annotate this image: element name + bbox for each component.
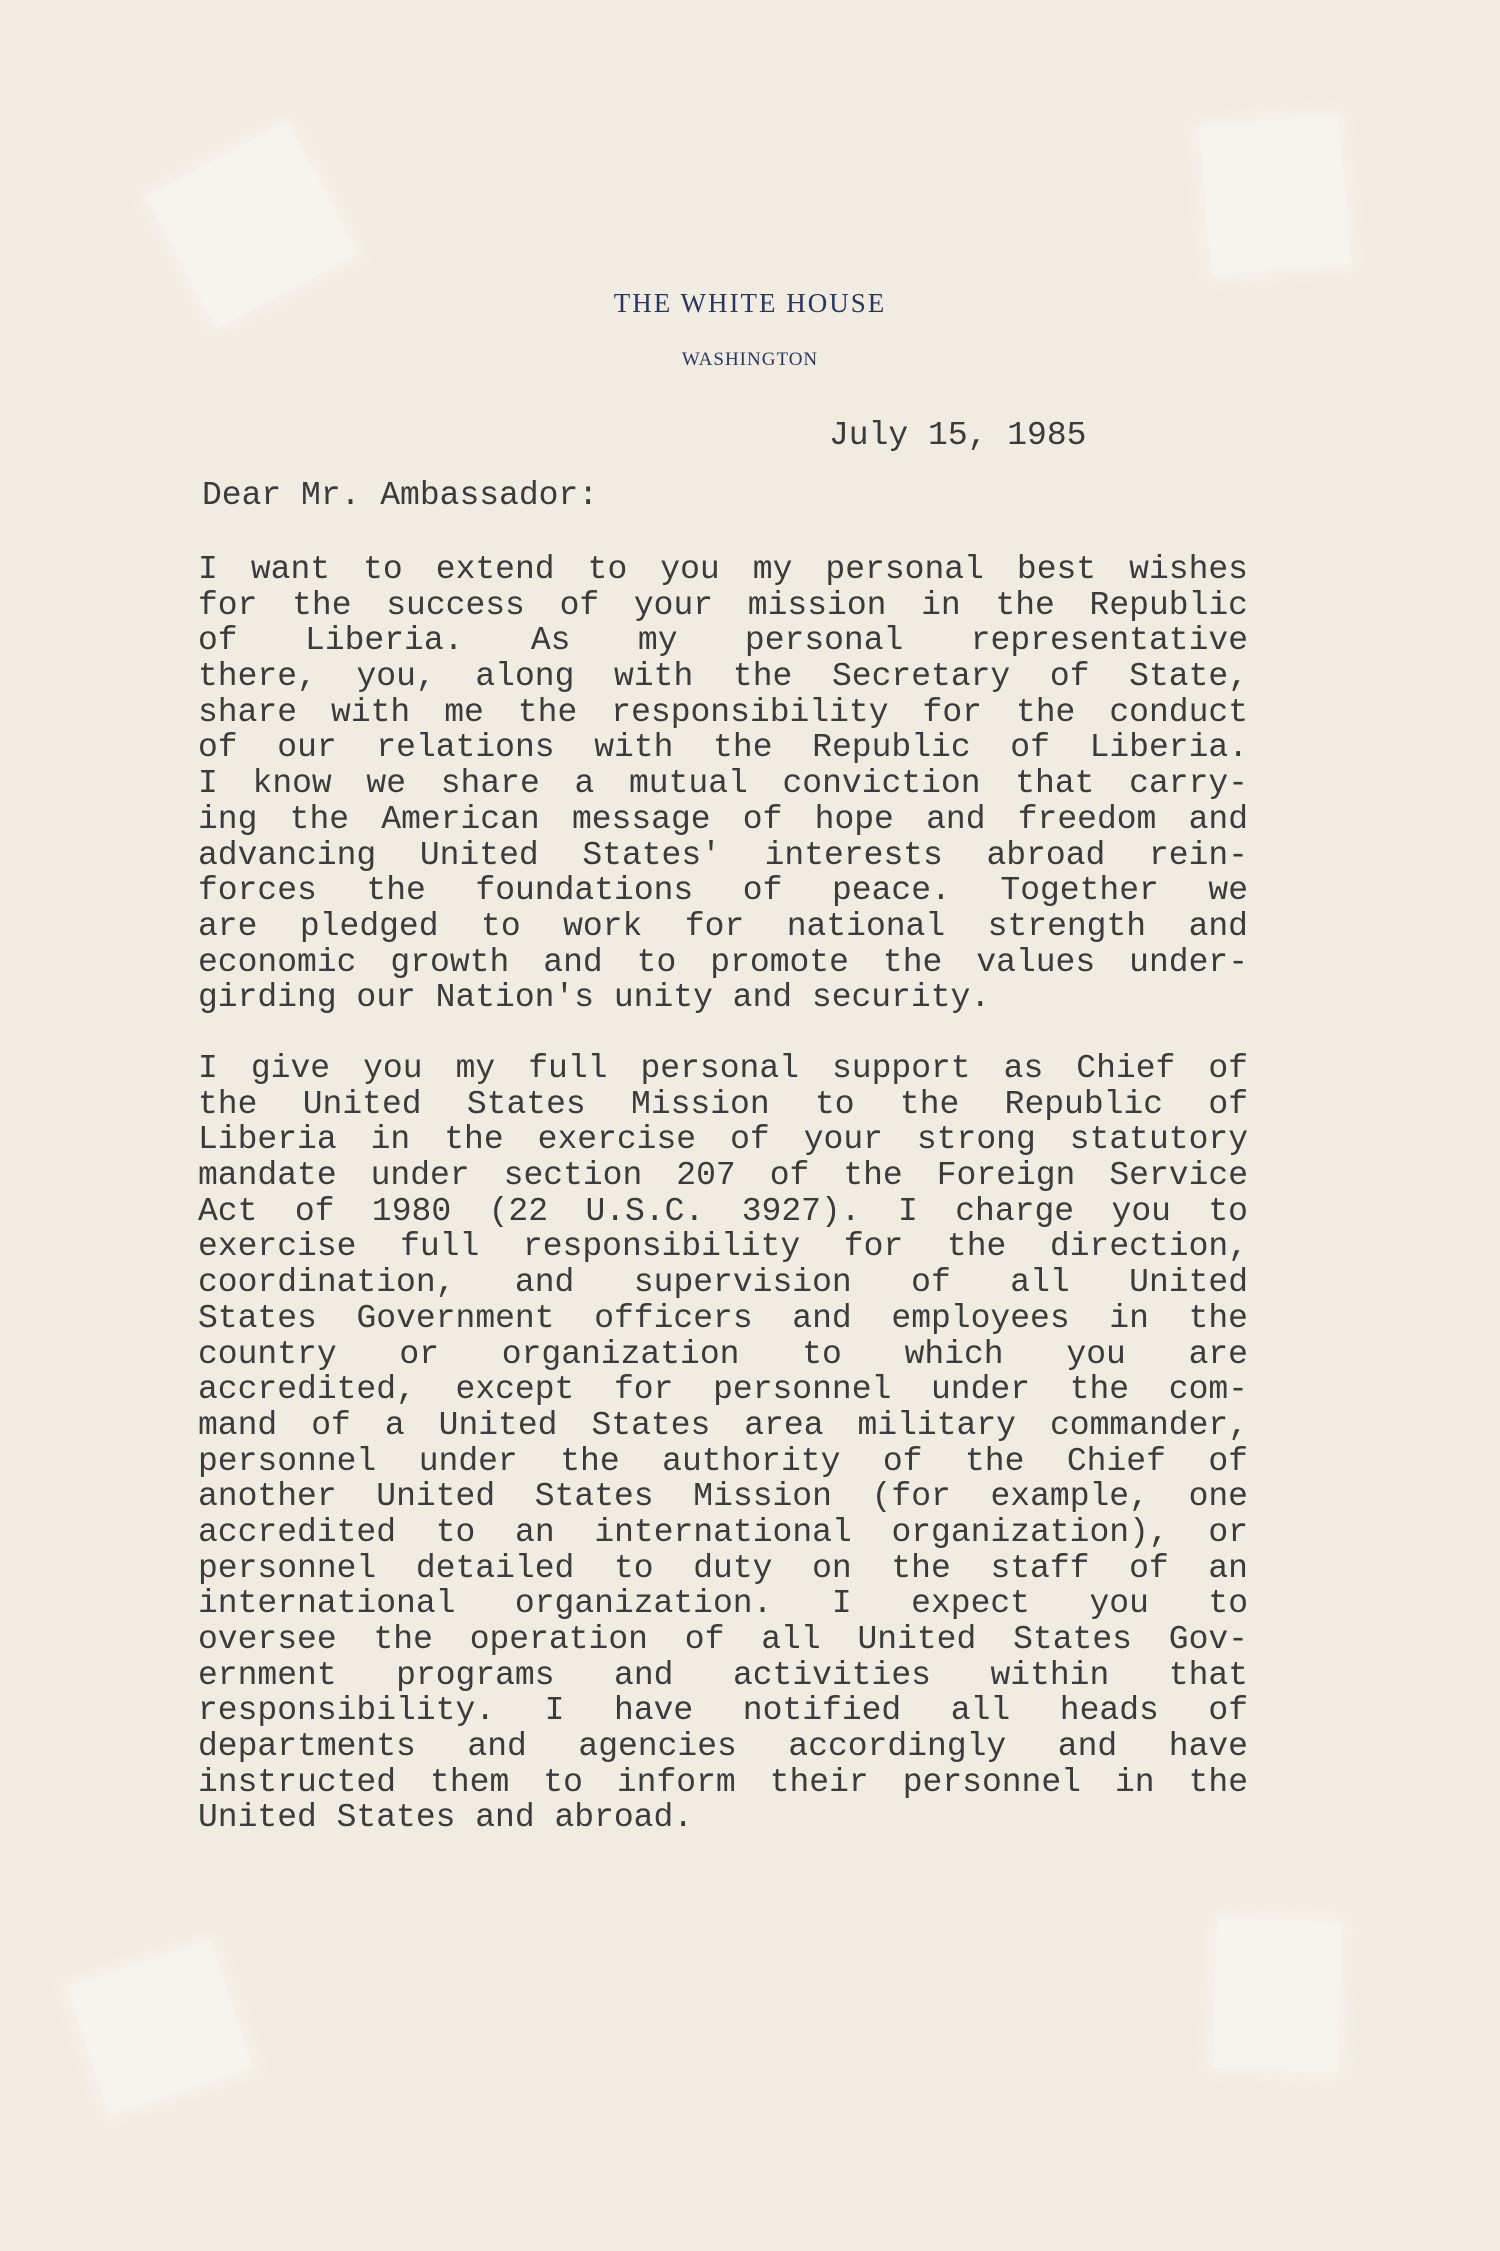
- body-paragraph: [198, 1051, 1248, 1836]
- text-line: are pledged to work for national strength and: [198, 907, 1248, 945]
- text-line: personnel under the authority of the Chief of: [198, 1442, 1248, 1480]
- salutation: Dear Mr. Ambassador:: [202, 477, 599, 514]
- text-line: Liberia in the exercise of your strong statutory: [198, 1121, 1248, 1159]
- text-line: accredited to an international organization), or: [198, 1513, 1248, 1551]
- text-line: personnel detailed to duty on the staff of an: [198, 1549, 1248, 1587]
- letterhead-location: WASHINGTON: [681, 349, 819, 370]
- text-line: I give you my full personal support as Chief of: [198, 1050, 1248, 1087]
- text-line: oversee the operation of all United States Gov-: [198, 1621, 1248, 1658]
- text-line: ernment programs and activities within that: [198, 1656, 1248, 1694]
- text-line: of our relations with the Republic of Liberia.: [198, 729, 1248, 767]
- mounting-mark: [1199, 114, 1352, 276]
- text-line: exercise full responsibility for the direction,: [198, 1228, 1248, 1266]
- letterhead-title: THE WHITE HOUSE: [613, 288, 887, 318]
- text-line: girding our Nation's unity and security.: [198, 979, 991, 1017]
- text-line: for the success of your mission in the Republic: [198, 586, 1248, 624]
- text-line: share with me the responsibility for the conduct: [198, 693, 1248, 731]
- text-line: economic growth and to promote the values under-: [198, 943, 1248, 981]
- text-line: responsibility. I have notified all heads of: [198, 1692, 1248, 1730]
- letter-date: July 15, 1985: [829, 417, 1087, 454]
- text-line: ing the American message of hope and freedom and: [198, 800, 1248, 838]
- text-line: forces the foundations of peace. Together we: [198, 872, 1248, 910]
- text-line: United States and abroad.: [198, 1799, 694, 1837]
- text-line: instructed them to inform their personnel in the: [198, 1763, 1248, 1801]
- text-line: there, you, along with the Secretary of State,: [198, 658, 1248, 696]
- text-line: departments and agencies accordingly and have: [198, 1728, 1248, 1766]
- text-line: of Liberia. As my personal representative: [198, 622, 1248, 660]
- mounting-mark: [1212, 1918, 1342, 2072]
- text-line: international organization. I expect you to: [198, 1585, 1248, 1623]
- text-line: another United States Mission (for example, one: [198, 1478, 1248, 1516]
- text-line: advancing United States' interests abroad rein-: [198, 836, 1248, 874]
- mounting-mark: [68, 1940, 252, 2115]
- text-line: accredited, except for personnel under the com-: [198, 1371, 1248, 1409]
- text-line: country or organization to which you are: [198, 1335, 1248, 1373]
- text-line: mandate under section 207 of the Foreign Service: [198, 1157, 1248, 1195]
- text-line: mand of a United States area military commander,: [198, 1406, 1248, 1444]
- text-line: I know we share a mutual conviction that carry-: [198, 765, 1248, 803]
- body-paragraph: [198, 552, 1248, 1016]
- text-line: Act of 1980 (22 U.S.C. 3927). I charge you to: [198, 1192, 1248, 1230]
- text-line: the United States Mission to the Republic of: [198, 1085, 1248, 1123]
- text-line: States Government officers and employees in the: [198, 1299, 1248, 1337]
- text-line: I want to extend to you my personal best wishes: [198, 551, 1248, 588]
- text-line: coordination, and supervision of all United: [198, 1264, 1248, 1302]
